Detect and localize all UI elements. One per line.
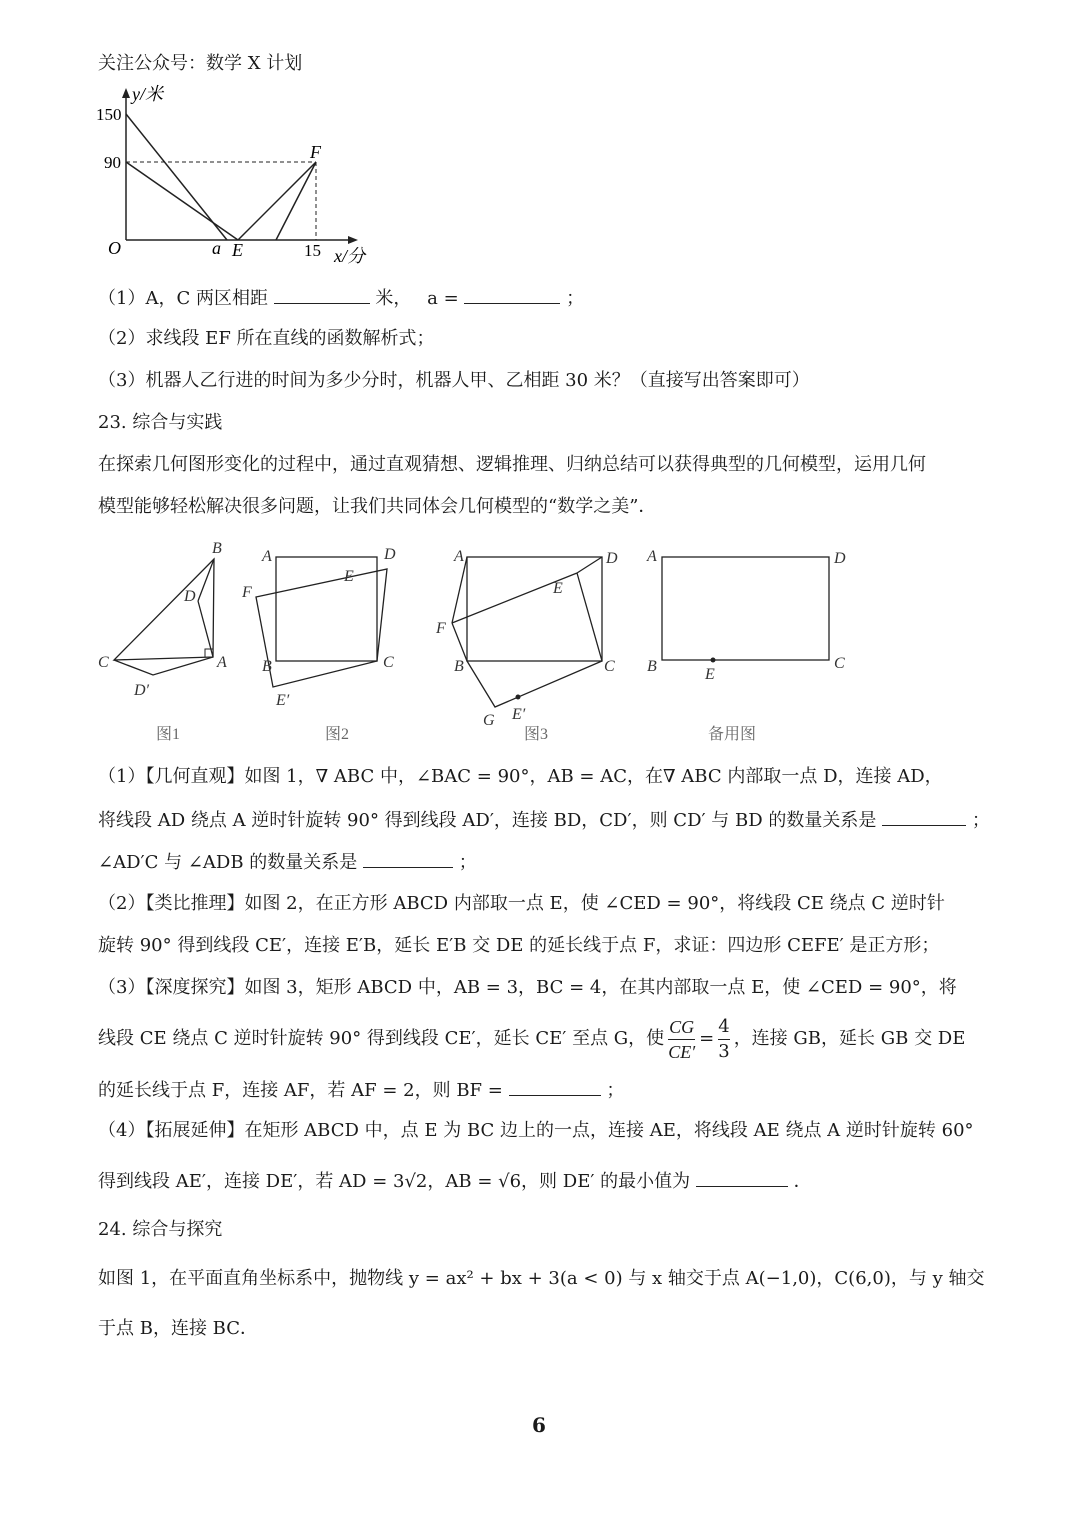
x-tick-15: 15 xyxy=(304,241,321,260)
y-axis-label: y/米 xyxy=(132,84,163,104)
q23-p1-line2-end: ； xyxy=(971,810,990,831)
svg-text:G: G xyxy=(483,712,495,729)
geometry-figures xyxy=(90,535,860,750)
q23-p4-line2-text: 得到线段 AE′，连接 DE′，若 AD = 3√2，AB = √6，则 DE′ 的最小值为 xyxy=(98,1171,691,1192)
q22-p1-text: （1）A，C 两区相距 xyxy=(98,288,268,309)
header-note: 关注公众号：数学 X 计划 xyxy=(98,53,303,74)
q23-p1-line1: （1）【几何直观】如图 1，∇ ABC 中，∠BAC = 90°，AB = AC，在∇ ABC 内部取一点 D，连接 AD， xyxy=(98,766,943,787)
figure-spare xyxy=(646,548,846,683)
distance-time-graph xyxy=(90,82,390,272)
q24-title: 24. 综合与探究 xyxy=(98,1219,223,1240)
fig3-caption: 图3 xyxy=(524,726,549,743)
q23-p3-line3-text: 的延长线于点 F，连接 AF，若 AF = 2，则 BF = xyxy=(98,1080,503,1101)
q23-p1-line2 xyxy=(98,807,990,833)
svg-text:D: D xyxy=(384,546,396,563)
svg-text:E′: E′ xyxy=(276,692,290,709)
answer-blank-a[interactable] xyxy=(464,285,560,304)
x-axis-label: x/分 xyxy=(334,246,365,266)
fraction-cg-ce xyxy=(668,1015,695,1064)
figure-1 xyxy=(98,540,227,699)
svg-text:E′: E′ xyxy=(512,706,526,723)
answer-blank-distance[interactable] xyxy=(274,285,370,304)
series-line-90 xyxy=(126,162,238,240)
svg-text:B: B xyxy=(454,658,464,675)
svg-text:E: E xyxy=(344,568,354,585)
q23-title: 23. 综合与实践 xyxy=(98,412,223,433)
fig1-caption: 图1 xyxy=(156,726,181,743)
svg-text:C: C xyxy=(604,658,615,675)
fig4-caption: 备用图 xyxy=(708,726,757,743)
answer-blank-min[interactable] xyxy=(696,1168,788,1187)
svg-text:A: A xyxy=(647,548,657,565)
svg-text:D: D xyxy=(834,550,846,567)
q24-line2: 于点 B，连接 BC． xyxy=(98,1318,259,1339)
q23-p1-line3-end: ； xyxy=(458,852,477,873)
x-axis-arrow xyxy=(348,236,358,244)
series-line-a xyxy=(276,162,316,240)
svg-text:D: D xyxy=(606,550,618,567)
q23-intro-line1: 在探索几何图形变化的过程中，通过直观猜想、逻辑推理、归纳总结可以获得典型的几何模型，运用几何 xyxy=(98,454,926,475)
q22-p1-unit: 米， xyxy=(375,288,412,309)
svg-text:A: A xyxy=(262,548,272,565)
q23-p3-line3 xyxy=(98,1077,624,1103)
svg-text:E: E xyxy=(705,666,715,683)
segment-EF xyxy=(238,162,316,240)
figure-2 xyxy=(241,546,396,709)
q23-p1-line2-text: 将线段 AD 绕点 A 逆时针旋转 90° 得到线段 AD′，连接 BD，CD′，则 CD′ 与 BD 的数量关系是 xyxy=(98,810,877,831)
fraction-4-3 xyxy=(718,1015,729,1064)
q23-p4-line2-end: ． xyxy=(793,1171,812,1192)
svg-text:A: A xyxy=(454,548,464,565)
q22-p1-end: ； xyxy=(566,288,585,309)
y-tick-90: 90 xyxy=(104,153,121,172)
q23-intro-line2: 模型能够轻松解决很多问题，让我们共同体会几何模型的“数学之美”． xyxy=(98,496,657,517)
svg-text:B: B xyxy=(212,540,222,557)
fraction2-denominator: 3 xyxy=(718,1040,730,1062)
answer-blank-cd-bd[interactable] xyxy=(882,807,966,826)
q23-p3-line2-tail: ，连接 GB，延长 GB 交 DE xyxy=(733,1028,966,1049)
svg-text:F: F xyxy=(436,620,446,637)
origin-label: O xyxy=(108,238,121,258)
q23-p2-line2: 旋转 90° 得到线段 CE′，连接 E′B，延长 E′B 交 DE 的延长线于点 F，求证：四边形 CEFE′ 是正方形； xyxy=(98,935,940,956)
figure-3 xyxy=(435,548,618,729)
x-tick-E: E xyxy=(232,240,243,260)
q22-part3: （3）机器人乙行进的时间为多少分时，机器人甲、乙相距 30 米？（直接写出答案即可） xyxy=(98,370,810,391)
svg-text:B: B xyxy=(647,658,657,675)
q23-p4-line1: （4）【拓展延伸】在矩形 ABCD 中，点 E 为 BC 边上的一点，连接 AE，将线段 AE 绕点 A 逆时针旋转 60° xyxy=(98,1120,974,1141)
fig2-caption: 图2 xyxy=(325,726,350,743)
q22-p1-a: a = xyxy=(427,288,459,309)
svg-text:C: C xyxy=(98,654,109,671)
answer-blank-angle[interactable] xyxy=(363,849,453,868)
point-F-label: F xyxy=(310,142,321,162)
q23-p3-line3-end: ； xyxy=(606,1080,625,1101)
q23-p3-line2 xyxy=(98,1012,965,1066)
svg-text:E: E xyxy=(553,580,563,597)
fraction-denominator: CE′ xyxy=(668,1041,696,1062)
q23-p4-line2 xyxy=(98,1168,812,1194)
x-tick-a: a xyxy=(212,238,221,258)
q23-p1-line3-text: ∠AD′C 与 ∠ADB 的数量关系是 xyxy=(98,852,358,873)
svg-text:F: F xyxy=(242,584,252,601)
fraction-numerator: CG xyxy=(668,1015,695,1040)
q22-part1 xyxy=(98,285,584,311)
svg-text:C: C xyxy=(383,654,394,671)
fraction2-numerator: 4 xyxy=(718,1015,729,1040)
y-tick-150: 150 xyxy=(96,105,122,124)
equals-sign: = xyxy=(699,1028,715,1049)
svg-text:D′: D′ xyxy=(134,682,150,699)
svg-text:D: D xyxy=(184,588,196,605)
svg-text:C: C xyxy=(834,655,845,672)
q23-p1-line3 xyxy=(98,849,477,875)
q22-part2: （2）求线段 EF 所在直线的函数解析式； xyxy=(98,328,435,349)
q24-line1: 如图 1，在平面直角坐标系中，抛物线 y = ax² + bx + 3(a < 0) 与 x 轴交于点 A(−1,0)，C(6,0)，与 y 轴交 xyxy=(98,1268,985,1289)
svg-text:B: B xyxy=(262,658,272,675)
page-number: 6 xyxy=(532,1413,546,1437)
q23-p3-line2-text: 线段 CE 绕点 C 逆时针旋转 90° 得到线段 CE′，延长 CE′ 至点 G，使 xyxy=(98,1028,665,1049)
q23-p3-line1: （3）【深度探究】如图 3，矩形 ABCD 中，AB = 3，BC = 4，在其内部取一点 E，使 ∠CED = 90°，将 xyxy=(98,977,957,998)
answer-blank-bf[interactable] xyxy=(509,1077,601,1096)
y-axis-arrow xyxy=(122,88,130,98)
svg-text:A: A xyxy=(217,654,227,671)
q23-p2-line1: （2）【类比推理】如图 2，在正方形 ABCD 内部取一点 E，使 ∠CED = 90°，将线段 CE 绕点 C 逆时针 xyxy=(98,893,945,914)
